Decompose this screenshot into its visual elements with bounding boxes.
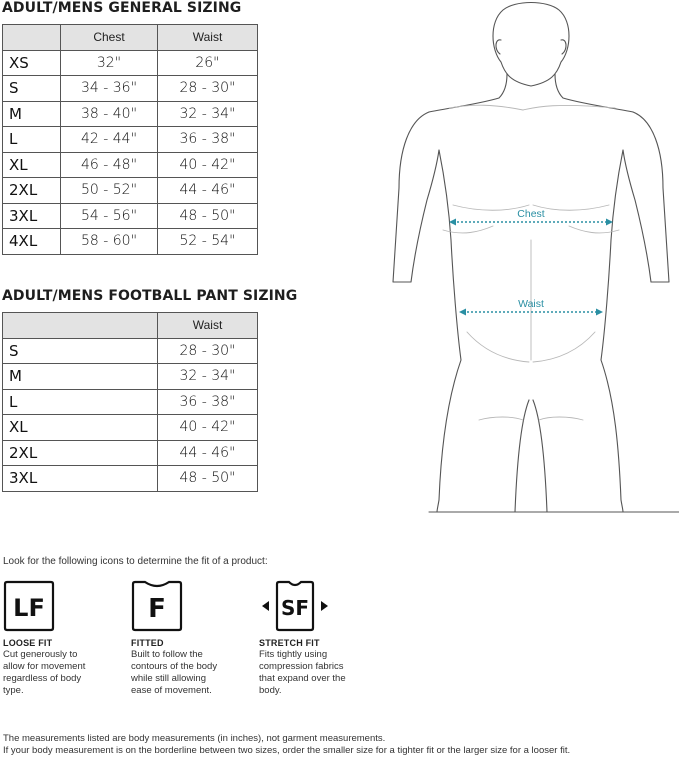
waist-cell: 26" <box>158 50 258 76</box>
waist-cell: 52 - 54" <box>158 229 258 255</box>
chest-cell: 38 - 40" <box>61 101 158 127</box>
fit-item-loose <box>3 580 123 697</box>
size-cell: 2XL <box>3 178 61 204</box>
chest-cell: 50 - 52" <box>61 178 158 204</box>
size-cell: XS <box>3 50 61 76</box>
chest-label: Chest <box>517 208 545 220</box>
body-measurement-figure <box>383 0 679 520</box>
fitted-badge: F <box>148 594 166 624</box>
table-header-row <box>3 313 258 339</box>
waist-cell: 40 - 42" <box>158 415 258 441</box>
loose-fit-icon <box>3 580 55 632</box>
pant-sizing-table <box>2 312 258 492</box>
waist-cell: 48 - 50" <box>158 466 258 492</box>
waist-cell: 44 - 46" <box>158 178 258 204</box>
fit-desc-stretch: Fits tightly using compression fabrics that expand over the body. <box>259 649 346 696</box>
fit-item-fitted <box>131 580 251 697</box>
waist-label: Waist <box>518 298 544 310</box>
waist-cell: 28 - 30" <box>158 338 258 364</box>
header-blank <box>3 313 158 339</box>
size-cell: S <box>3 76 61 102</box>
fit-name-fitted: FITTED <box>131 638 164 648</box>
waist-cell: 48 - 50" <box>158 203 258 229</box>
size-cell: 4XL <box>3 229 61 255</box>
table-row <box>3 178 258 204</box>
header-waist: Waist <box>158 313 258 339</box>
figure-head <box>493 3 569 87</box>
chest-cell: 42 - 44" <box>61 127 158 153</box>
table-header-row <box>3 25 258 51</box>
general-sizing-table <box>2 24 258 255</box>
table-row <box>3 338 258 364</box>
header-chest: Chest <box>61 25 158 51</box>
waist-cell: 28 - 30" <box>158 76 258 102</box>
waist-cell: 32 - 34" <box>158 364 258 390</box>
waist-cell: 36 - 38" <box>158 389 258 415</box>
table-row <box>3 203 258 229</box>
size-cell: 3XL <box>3 466 158 492</box>
fitted-icon <box>131 580 183 632</box>
chest-cell: 58 - 60" <box>61 229 158 255</box>
size-cell: M <box>3 364 158 390</box>
fit-desc-fitted: Built to follow the contours of the body while still allowing ease of movement. <box>131 649 218 696</box>
fit-desc-loose: Cut generously to allow for movement regardless of body type. <box>3 649 86 696</box>
table-row <box>3 76 258 102</box>
footer-line-1: The measurements listed are body measurements (in inches), not garment measurements. <box>3 733 386 744</box>
footer-line-2: If your body measurement is on the borderline between two sizes, order the smaller size for a tighter fit or the larger size for a looser fit. <box>3 745 571 756</box>
waist-cell: 44 - 46" <box>158 440 258 466</box>
table-row <box>3 229 258 255</box>
size-cell: M <box>3 101 61 127</box>
table-row <box>3 364 258 390</box>
table-row <box>3 127 258 153</box>
table-row <box>3 50 258 76</box>
chest-cell: 46 - 48" <box>61 152 158 178</box>
waist-cell: 32 - 34" <box>158 101 258 127</box>
header-blank <box>3 25 61 51</box>
pant-sizing-title: ADULT/MENS FOOTBALL PANT SIZING <box>2 288 298 304</box>
fit-item-stretch <box>259 580 379 697</box>
table-row <box>3 415 258 441</box>
size-cell: L <box>3 389 158 415</box>
size-cell: S <box>3 338 158 364</box>
table-row <box>3 101 258 127</box>
stretch-fit-badge: SF <box>280 596 310 620</box>
table-row <box>3 389 258 415</box>
table-row <box>3 152 258 178</box>
table-row <box>3 466 258 492</box>
footer-note <box>3 733 603 757</box>
size-cell: XL <box>3 415 158 441</box>
fit-intro-text: Look for the following icons to determine the fit of a product: <box>3 556 268 567</box>
header-waist: Waist <box>158 25 258 51</box>
waist-cell: 40 - 42" <box>158 152 258 178</box>
loose-fit-badge: LF <box>13 594 45 622</box>
table-row <box>3 440 258 466</box>
stretch-fit-icon <box>259 580 331 632</box>
size-cell: XL <box>3 152 61 178</box>
chest-cell: 54 - 56" <box>61 203 158 229</box>
general-sizing-title: ADULT/MENS GENERAL SIZING <box>2 0 242 16</box>
chest-cell: 32" <box>61 50 158 76</box>
fit-name-stretch: STRETCH FIT <box>259 638 320 648</box>
fit-name-loose: LOOSE FIT <box>3 638 53 648</box>
size-cell: 2XL <box>3 440 158 466</box>
size-cell: 3XL <box>3 203 61 229</box>
chest-cell: 34 - 36" <box>61 76 158 102</box>
size-cell: L <box>3 127 61 153</box>
waist-cell: 36 - 38" <box>158 127 258 153</box>
